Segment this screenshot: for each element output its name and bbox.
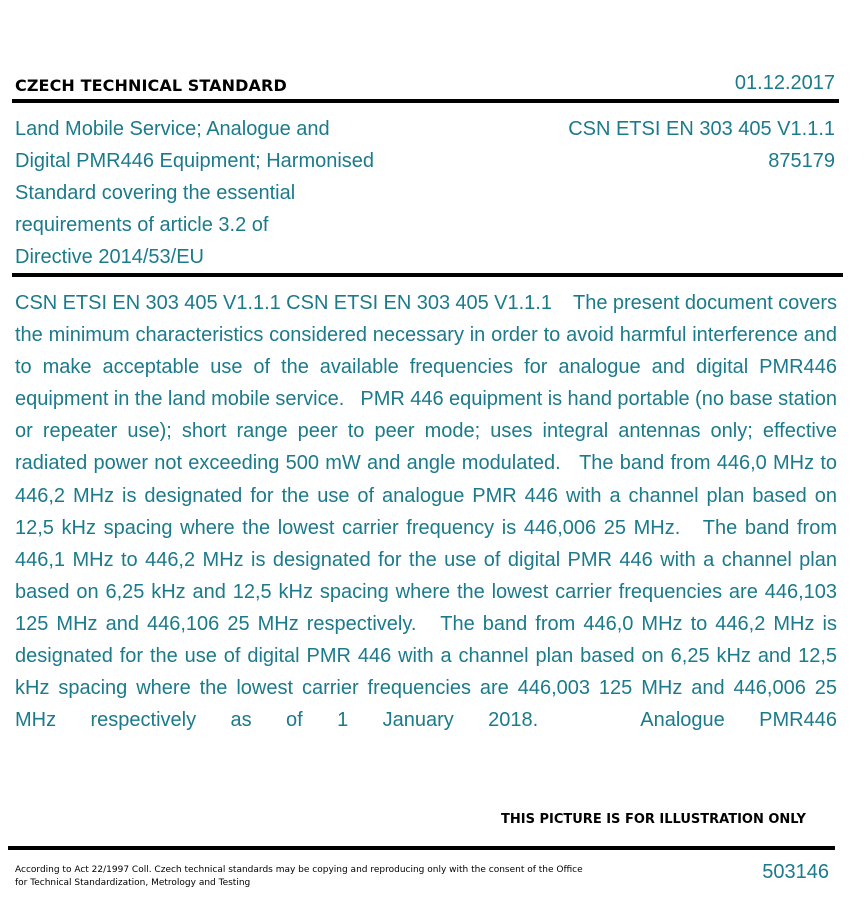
standard-title-line: Directive 2014/53/EU (15, 246, 204, 268)
publication-date: 01.12.2017 (734, 72, 835, 94)
legal-notice-line: for Technical Standardization, Metrology and Testing (15, 878, 251, 888)
standard-title-line: Digital PMR446 Equipment; Harmonised (15, 150, 375, 172)
legal-notice (15, 864, 595, 890)
standard-title (15, 113, 435, 273)
standard-title-line: Standard covering the essential (15, 182, 296, 204)
document-type-heading: CZECH TECHNICAL STANDARD (15, 76, 287, 95)
title-divider (12, 273, 843, 277)
document-id: 503146 (762, 861, 829, 883)
header-divider (12, 99, 839, 103)
standard-number-block (568, 113, 835, 177)
catalog-number: 875179 (768, 150, 835, 172)
illustration-disclaimer: THIS PICTURE IS FOR ILLUSTRATION ONLY (501, 812, 806, 827)
footer-divider (8, 846, 835, 850)
standard-number: CSN ETSI EN 303 405 V1.1.1 (568, 118, 835, 140)
legal-notice-line: According to Act 22/1997 Coll. Czech technical standards may be copying and reproducing only with the consent of the Office (15, 865, 583, 875)
standard-title-line: requirements of article 3.2 of (15, 214, 269, 236)
standard-title-line: Land Mobile Service; Analogue and (15, 118, 330, 140)
abstract-text: CSN ETSI EN 303 405 V1.1.1 CSN ETSI EN 303 405 V1.1.1 The present document covers the minimum characteristics considered necessary in order to avoid harmful interference and to make acceptable use of the available frequencies for analogue and digital PMR446 equipment in the land mobile service. PMR 446 equipment is hand portable (no base station or repeater use); short range peer to peer mode; uses integral antennas only; effective radiated power not exceeding 500 mW and angle modulated. The band from 446,0 MHz to 446,2 MHz is designated for the use of analogue PMR 446 with a channel plan based on 12,5 kHz spacing where the lowest carrier frequency is 446,006 25 MHz. The band from 446,1 MHz to 446,2 MHz is designated for the use of digital PMR 446 with a channel plan based on 6,25 kHz and 12,5 kHz spacing where the lowest carrier frequencies are 446,103 125 MHz and 446,106 25 MHz respectively. The band from 446,0 MHz to 446,2 MHz is designated for the use of digital PMR 446 with a channel plan based on 6,25 kHz and 12,5 kHz spacing where the lowest carrier frequencies are 446,003 125 MHz and 446,006 25 MHz respectively as of 1 January 2018. Analogue PMR446 (15, 292, 843, 732)
